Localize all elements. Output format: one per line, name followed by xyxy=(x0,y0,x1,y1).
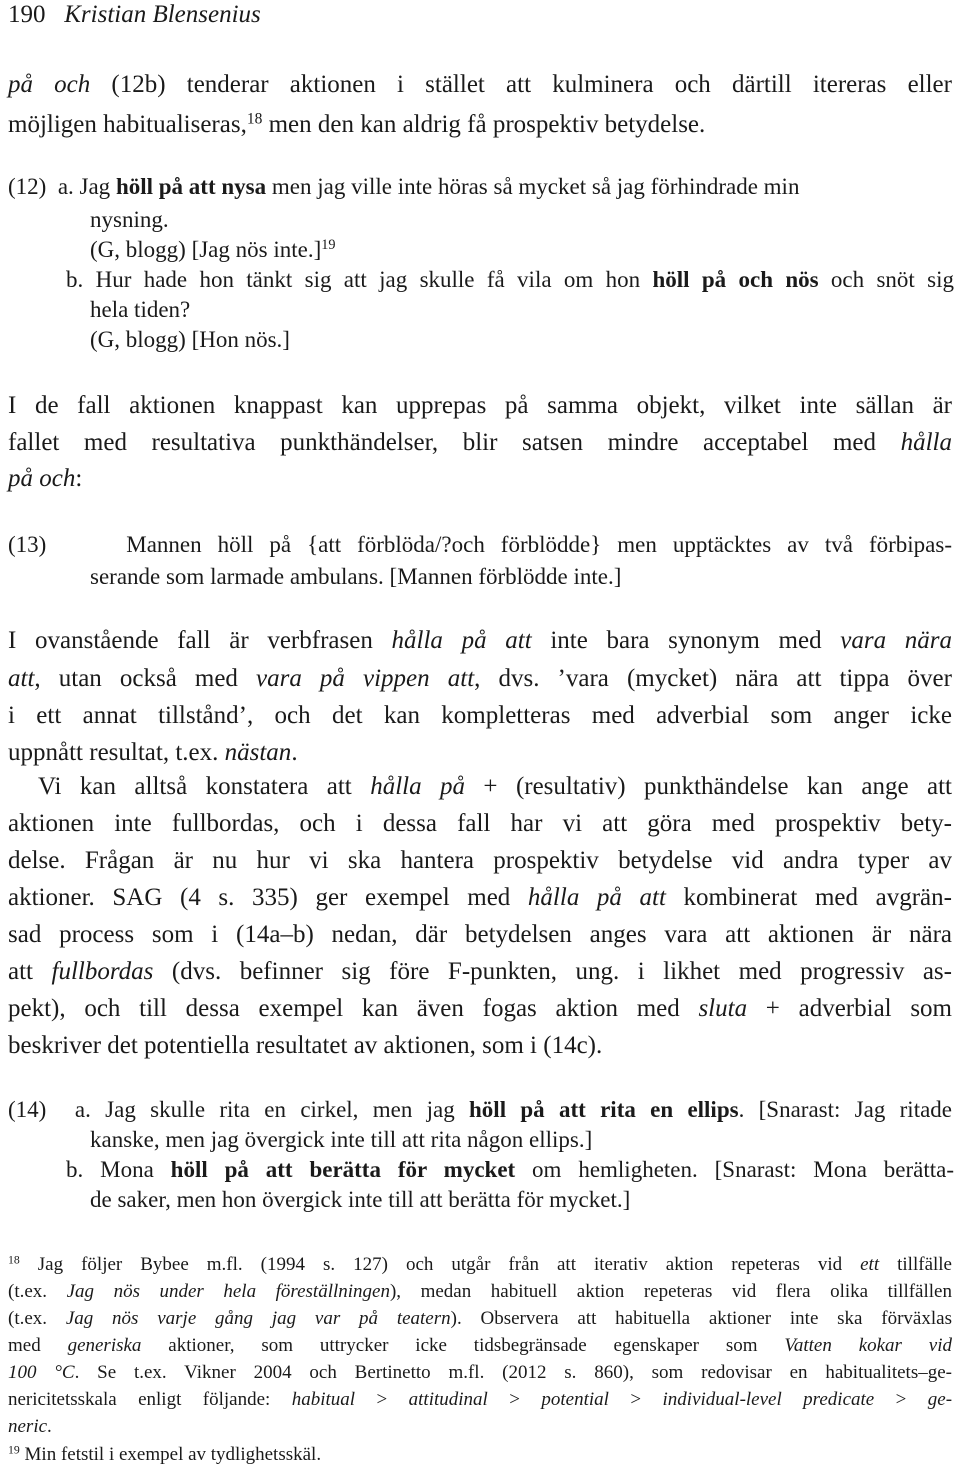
text-line: (12) a. Jag höll på att nysa men jag ville inte höras så mycket så jag förhindrade min xyxy=(8,174,800,199)
text-line: hela tiden? xyxy=(90,297,191,322)
text-line: delse. Frågan är nu hur vi ska hantera prospektiv betydelse vid andra typer av xyxy=(8,847,952,874)
text-line: på och: xyxy=(8,465,83,492)
text-line: $^{19}$ Min fetstil i exempel av tydlighetsskäl. xyxy=(8,1443,322,1465)
text-line: sad process som i (14a–b) nedan, där betydelsen anges vara att aktionen är nära xyxy=(8,921,952,948)
page-header: 190 Kristian Blensenius xyxy=(8,1,261,28)
text-line: med generiska aktioner, som uttrycker icke tidsbegränsade egenskaper som Vatten kokar vid xyxy=(8,1335,953,1356)
text-line: fallet med resultativa punkthändelser, blir satsen mindre acceptabel med hålla xyxy=(8,429,952,456)
text-line: på och (12b) tenderar aktionen i stället att kulminera och därtill itereras eller xyxy=(8,71,952,98)
text-line: (G, blogg) [Hon nös.] xyxy=(90,327,290,352)
text-line: att fullbordas (dvs. befinner sig före F-punkten, ung. i likhet med progressiv as- xyxy=(8,958,952,985)
text-line: I ovanstående fall är verbfrasen hålla på att inte bara synonym med vara nära xyxy=(8,627,952,654)
text-line: (t.ex. Jag nös under hela föreställningen), medan habituell aktion repeteras vid flera olika tillfällen xyxy=(8,1281,952,1302)
text-line: (13) Mannen höll på {att förblöda/?och förblödde} men upptäcktes av två förbipas- xyxy=(8,532,952,557)
text-line: neric. xyxy=(8,1416,52,1437)
text-line: Vi kan alltså konstatera att hålla på + (resultativ) punkthändelse kan ange att xyxy=(38,773,952,800)
text-line: nericitetsskala enligt följande: habitual > attitudinal > potential > individual-level predicate > ge- xyxy=(8,1389,953,1410)
text-line: uppnått resultat, t.ex. nästan. xyxy=(8,739,298,766)
text-line: i ett annat tillstånd’, och det kan kompletteras med adverbial som anger icke xyxy=(8,702,952,729)
text-line: pekt), och till dessa exempel kan även fogas aktion med sluta + adverbial som xyxy=(8,995,953,1022)
text-line: (t.ex. Jag nös varje gång jag var på teatern). Observera att habituella aktioner inte ska förväxlas xyxy=(8,1308,952,1329)
text-line: I de fall aktionen knappast kan upprepas på samma objekt, vilket inte sällan är xyxy=(8,392,952,419)
text-line: aktionen inte fullbordas, och i dessa fall har vi att göra med prospektiv bety- xyxy=(8,810,952,837)
text-line: kanske, men jag övergick inte till att rita någon ellips.] xyxy=(90,1127,593,1152)
text-line: b. Hur hade hon tänkt sig att jag skulle få vila om hon höll på och nös och snöt sig xyxy=(66,267,955,292)
text-line: (14) a. Jag skulle rita en cirkel, men jag höll på att rita en ellips. [Snarast: Jag ritade xyxy=(8,1097,952,1122)
text-line: serande som larmade ambulans. [Mannen förblödde inte.] xyxy=(90,564,622,589)
text-line: möjligen habitualiseras,$^{18}$ men den kan aldrig få prospektiv betydelse. xyxy=(8,110,706,138)
text-line: (G, blogg) [Jag nös inte.]$^{19}$ xyxy=(90,237,336,262)
text-line: aktioner. SAG (4 s. 335) ger exempel med hålla på att kombinerat med avgrän- xyxy=(8,884,952,911)
text-line: att, utan också med vara på vippen att, dvs. ’vara (mycket) nära att tippa över xyxy=(8,665,952,692)
text-line: beskriver det potentiella resultatet av aktionen, som i (14c). xyxy=(8,1032,603,1059)
text-line: b. Mona höll på att berätta för mycket om hemligheten. [Snarast: Mona berätta- xyxy=(66,1157,954,1182)
text-line: nysning. xyxy=(90,207,169,232)
text-line: $^{18}$ Jag följer Bybee m.fl. (1994 s. 127) och utgår från att iterativ aktion repeteras vid ett tillfälle xyxy=(8,1253,952,1275)
text-line: 100 °C. Se t.ex. Vikner 2004 och Bertinetto m.fl. (2012 s. 860), som redovisar en habitualitets–ge- xyxy=(8,1362,952,1383)
text-line: de saker, men hon övergick inte till att berätta för mycket.] xyxy=(90,1187,631,1212)
